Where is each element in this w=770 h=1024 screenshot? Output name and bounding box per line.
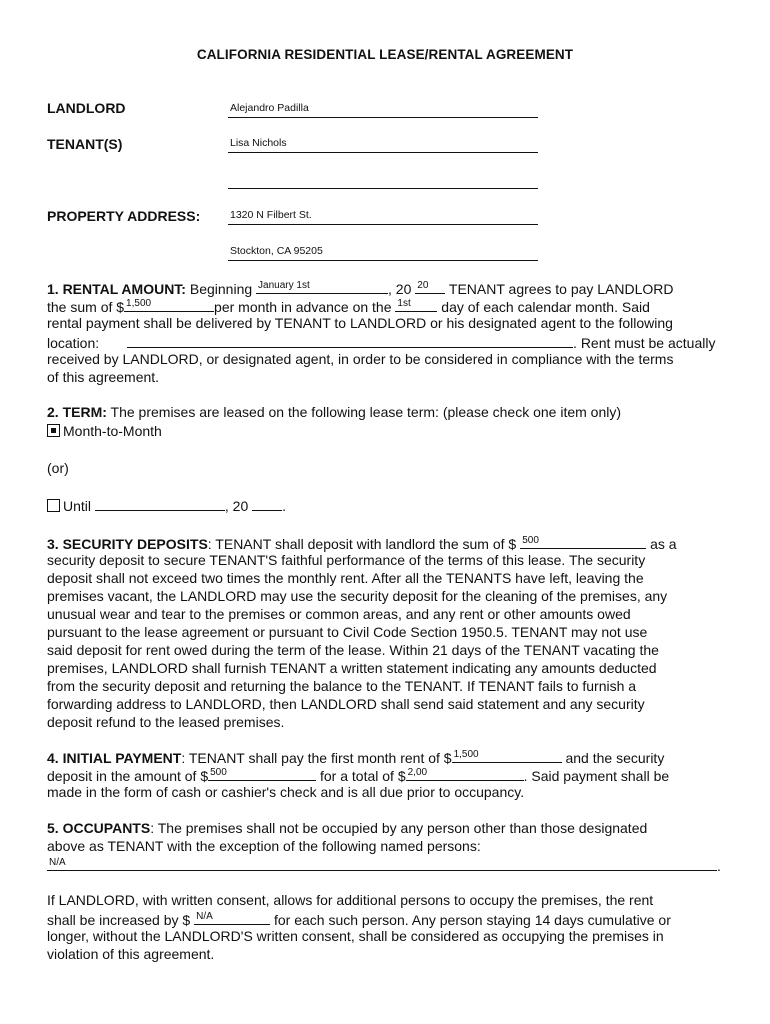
section-3-text: : TENANT shall deposit with landlord the sum of $ <box>207 536 517 552</box>
year-value: 20 <box>417 280 429 291</box>
section-3-heading: 3. SECURITY DEPOSITS <box>47 536 208 552</box>
address-line1-value: 1320 N Filbert St. <box>230 209 312 221</box>
term-option-until[interactable] <box>47 495 737 515</box>
section-1-line-4 <box>47 332 737 352</box>
tenant-field-2[interactable] <box>228 170 538 189</box>
section-1-text: per month in advance on the <box>214 299 392 315</box>
term-option-month[interactable] <box>47 422 737 440</box>
rent-amount-field[interactable] <box>124 296 214 312</box>
landlord-value: Alejandro Padilla <box>230 102 309 114</box>
section-1-text: Beginning <box>189 281 253 297</box>
section-5-p2-line-1: If LANDLORD, with written consent, allows for additional persons to occupy the premises, the rent <box>47 892 654 908</box>
named-persons-field[interactable] <box>47 855 717 871</box>
section-4-line-2 <box>47 765 737 785</box>
until-checkbox[interactable] <box>47 499 60 512</box>
section-5-text: : The premises shall not be occupied by any person other than those designated <box>150 820 648 836</box>
section-2-text: . <box>282 498 287 514</box>
section-1-text: location: <box>47 335 100 351</box>
section-4-heading: 4. INITIAL PAYMENT <box>47 750 182 766</box>
section-3-line: security deposit to secure TENANT'S faithful performance of the terms of this lease. The security <box>47 552 646 568</box>
security-deposit-value: 500 <box>522 535 539 546</box>
section-3-line: premises vacant, the LANDLORD may use the security deposit for the cleaning of the premises, any <box>47 588 668 604</box>
section-2-heading: 2. TERM: <box>47 404 107 420</box>
tenant-value: Lisa Nichols <box>230 137 287 149</box>
term-or: (or) <box>47 460 69 476</box>
rent-amount-value: 1,500 <box>126 298 152 309</box>
section-1-text: . Rent must be actually <box>573 335 716 351</box>
address-line2-field[interactable] <box>228 242 538 261</box>
section-1-heading: 1. RENTAL AMOUNT: <box>47 281 186 297</box>
start-date-value: January 1st <box>258 280 310 291</box>
initial-deposit-value: 500 <box>210 767 227 778</box>
until-year-field[interactable] <box>252 495 282 511</box>
section-4-text: deposit in the amount of $ <box>47 768 209 784</box>
section-2-line-1 <box>47 403 737 421</box>
section-2-text: The premises are leased on the following lease term: (please check one item only) <box>110 404 622 420</box>
section-5-p2-line-3: longer, without the LANDLORD'S written consent, shall be considered as occupying the premises in <box>47 928 664 944</box>
payment-location-field[interactable] <box>127 332 573 348</box>
start-date-field[interactable] <box>256 278 388 294</box>
section-3-line: deposit shall not exceed two times the monthly rent. After all the TENANTS have left, leaving the <box>47 570 644 586</box>
section-1-line-6: of this agreement. <box>47 369 160 385</box>
section-5-heading: 5. OCCUPANTS <box>47 820 151 836</box>
section-5-line-3 <box>47 855 737 875</box>
section-3-text: as a <box>650 536 677 552</box>
section-5-line-1 <box>47 819 737 837</box>
document-title: CALIFORNIA RESIDENTIAL LEASE/RENTAL AGREEMENT <box>196 47 574 62</box>
additional-rent-field[interactable] <box>194 909 270 925</box>
due-day-value: 1st <box>397 298 411 309</box>
section-4-text: : TENANT shall pay the first month rent of $ <box>181 750 452 766</box>
section-3-line: unusual wear and tear to the premises or common areas, and any rent or other amounts owed <box>47 606 631 622</box>
total-value: 2,00 <box>407 767 428 778</box>
section-4-line-1 <box>47 747 737 767</box>
security-deposit-field[interactable] <box>520 533 646 549</box>
month-to-month-checkbox[interactable] <box>47 424 60 437</box>
section-1-line-2 <box>47 296 737 316</box>
section-2-text: , 20 <box>224 498 249 514</box>
tenant-label: TENANT(S) <box>47 136 123 152</box>
section-1-text: , 20 <box>388 281 412 297</box>
initial-deposit-field[interactable] <box>208 765 316 781</box>
section-3-line: forwarding address to LANDLORD, then LANDLORD shall send said statement and any security <box>47 696 645 712</box>
section-4-text: and the security <box>565 750 665 766</box>
section-5-text: . <box>717 858 721 874</box>
named-persons-value: N/A <box>49 857 66 868</box>
due-day-field[interactable] <box>395 296 437 312</box>
section-5-p2-line-4: violation of this agreement. <box>47 946 215 962</box>
section-3-line: pursuant to the lease agreement or pursuant to Civil Code Section 1950.5. TENANT may not use <box>47 624 648 640</box>
address-line1-field[interactable] <box>228 206 538 225</box>
section-3-line: deposit refund to the leased premises. <box>47 714 285 730</box>
section-4-text: . Said payment shall be <box>523 768 670 784</box>
section-4-line-3: made in the form of cash or cashier's check and is all due prior to occupancy. <box>47 784 525 800</box>
section-1-text: day of each calendar month. Said <box>441 299 650 315</box>
tenant-field[interactable] <box>228 134 538 153</box>
section-5-text: for each such person. Any person staying 14 days cumulative or <box>273 912 671 928</box>
address-line2-value: Stockton, CA 95205 <box>230 245 323 257</box>
property-address-label: PROPERTY ADDRESS: <box>47 208 201 224</box>
month-to-month-label: Month-to-Month <box>63 423 162 439</box>
section-1-line-3: rental payment shall be delivered by TENANT to LANDLORD or his designated agent to the following <box>47 315 673 331</box>
section-3-line: from the security deposit and returning the balance to the TENANT. If TENANT fails to furnish a <box>47 678 637 694</box>
section-1-text: the sum of $ <box>47 299 125 315</box>
section-3-line: premises, LANDLORD shall furnish TENANT a written statement indicating any amounts deducted <box>47 660 657 676</box>
section-1-line-1 <box>47 278 737 298</box>
landlord-label: LANDLORD <box>47 100 126 116</box>
first-rent-field[interactable] <box>452 747 562 763</box>
section-1-line-5: received by LANDLORD, or designated agent, in order to be considered in compliance with the terms <box>47 351 674 367</box>
first-rent-value: 1,500 <box>453 749 479 760</box>
section-5-line-2: above as TENANT with the exception of the following named persons: <box>47 838 481 854</box>
additional-rent-value: N/A <box>196 911 213 922</box>
section-4-text: for a total of $ <box>320 768 406 784</box>
section-3-line: said deposit for rent owed during the term of the lease. Within 21 days of the TENANT vacating the <box>47 642 659 658</box>
until-label: Until <box>63 498 92 514</box>
landlord-field[interactable] <box>228 99 538 118</box>
section-5-text: shall be increased by $ <box>47 912 191 928</box>
total-field[interactable] <box>406 765 524 781</box>
until-date-field[interactable] <box>95 495 225 511</box>
section-1-text: TENANT agrees to pay LANDLORD <box>448 281 674 297</box>
section-5-p2-line-2 <box>47 909 737 929</box>
section-3-line-1 <box>47 533 737 553</box>
year-field[interactable] <box>415 278 445 294</box>
